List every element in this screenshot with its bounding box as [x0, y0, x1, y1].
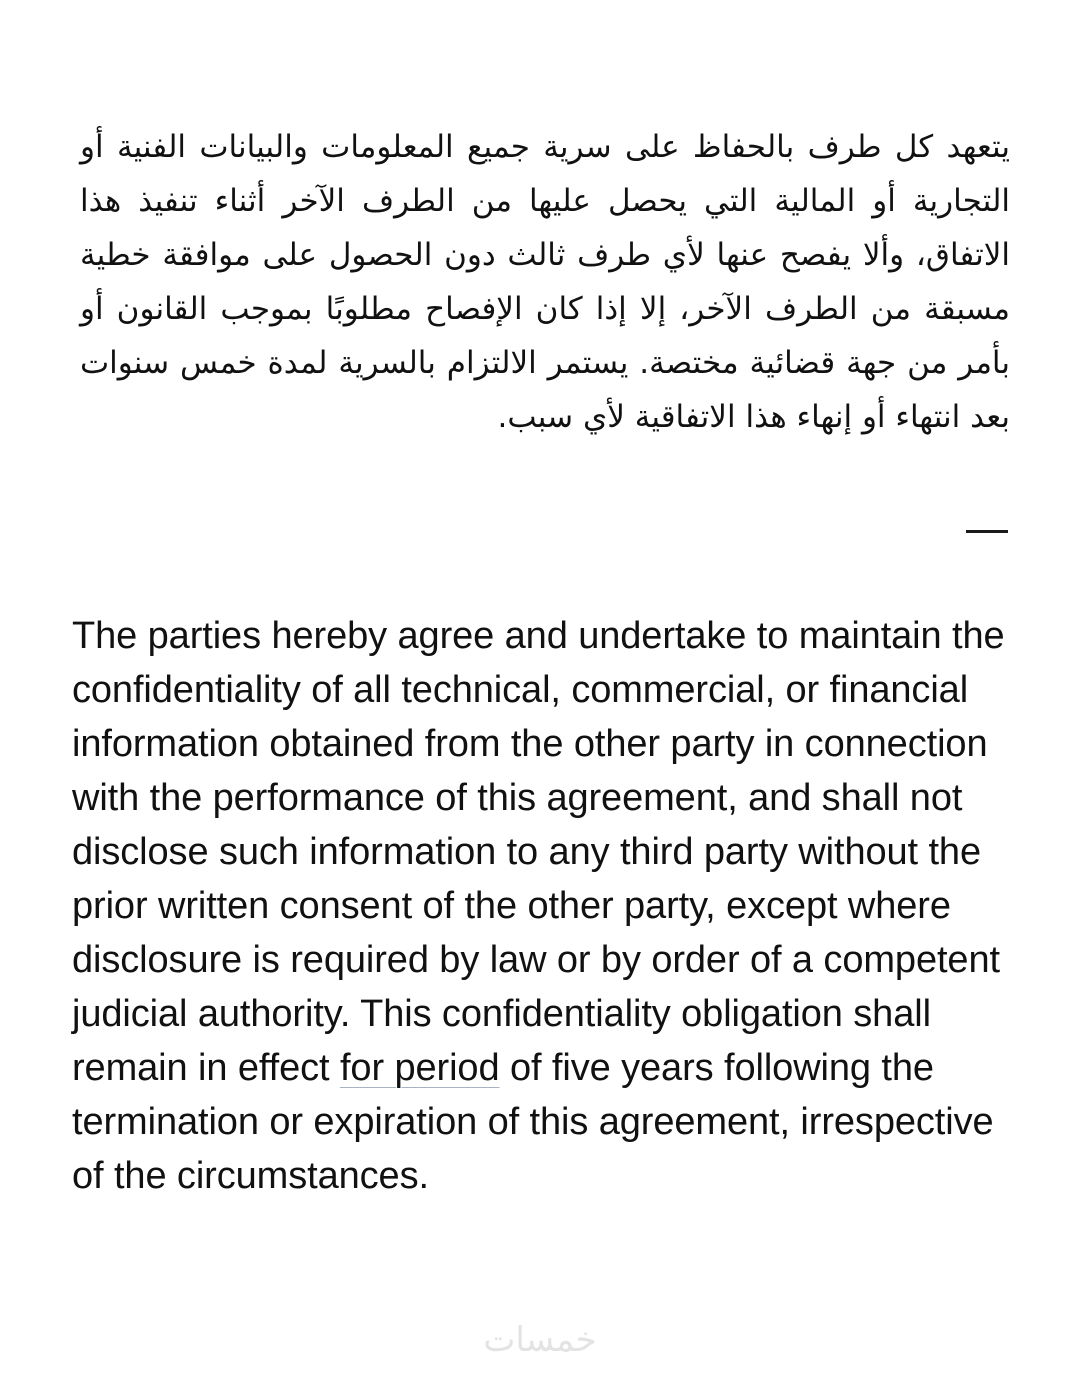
english-clause-text — [72, 609, 1012, 1203]
arabic-clause-text: يتعهد كل طرف بالحفاظ على سرية جميع المعلومات والبيانات الفنية أو التجارية أو المالية التي يحصل عليها من الطرف الآخر أثناء تنفيذ هذا الاتفاق، وألا يفصح عنها لأي طرف ثالث دون الحصول على موافقة خطية مسبقة من الطرف الآخر، إلا إذا كان الإفصاح مطلوبًا بموجب القانون أو بأمر من جهة قضائية مختصة. يستمر الالتزام بالسرية لمدة خمس سنوات بعد انتهاء أو إنهاء هذا الاتفاقية لأي سبب. — [80, 129, 1010, 435]
english-text-after: of five years following the termination or expiration of this agreement, irrespective of the circumstances. — [72, 1047, 994, 1197]
english-text-before: The parties hereby agree and undertake to maintain the confidentiality of all technical, commercial, or financial information obtained from the other party in connection with the performance of this agreement, and shall not disclose such information to any third party without the prior written consent of the other party, except where disclosure is required by law or by order of a competent judicial authority. This confidentiality obligation shall remain in effect — [72, 615, 1005, 1089]
watermark-logo: خمسات — [483, 1320, 597, 1360]
underlined-phrase: for period — [339, 1047, 500, 1089]
section-separator — [966, 530, 1008, 533]
